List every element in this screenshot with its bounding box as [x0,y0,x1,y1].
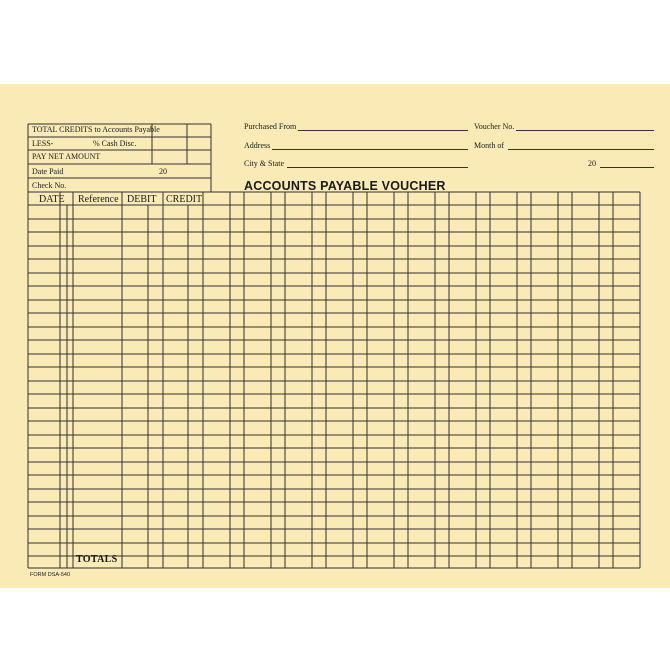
purchased-from-label: Purchased From [244,122,297,131]
address-label: Address [244,141,271,150]
ledger-grid [0,84,670,588]
check-no-label: Check No. [32,181,67,190]
voucher-no-label: Voucher No. [474,122,515,131]
voucher-no-line[interactable] [516,130,654,131]
total-credits-label: TOTAL CREDITS to Accounts Payable [32,125,160,134]
year-line[interactable] [600,167,654,168]
city-state-line[interactable] [287,167,468,168]
column-header-debit: DEBIT [127,194,157,205]
form-number: FORM DSA-540 [30,572,71,578]
purchased-from-line[interactable] [298,130,468,131]
voucher-form [0,84,670,588]
date-paid-label: Date Paid [32,167,64,176]
column-header-date: DATE [39,194,65,205]
totals-label: TOTALS [76,554,118,565]
date-paid-year: 20 [159,167,167,176]
month-of-line[interactable] [508,149,654,150]
less-label: LESS- [32,139,54,148]
pay-net-amount-label: PAY NET AMOUNT [32,152,101,161]
column-header-reference: Reference [78,194,119,205]
form-title: ACCOUNTS PAYABLE VOUCHER [244,179,446,193]
month-of-label: Month of [474,141,504,150]
column-header-credit: CREDIT [166,194,203,205]
year-prefix: 20 [588,159,596,168]
cash-disc-label: % Cash Disc. [93,139,137,148]
city-state-label: City & State [244,159,284,168]
address-line[interactable] [272,149,468,150]
